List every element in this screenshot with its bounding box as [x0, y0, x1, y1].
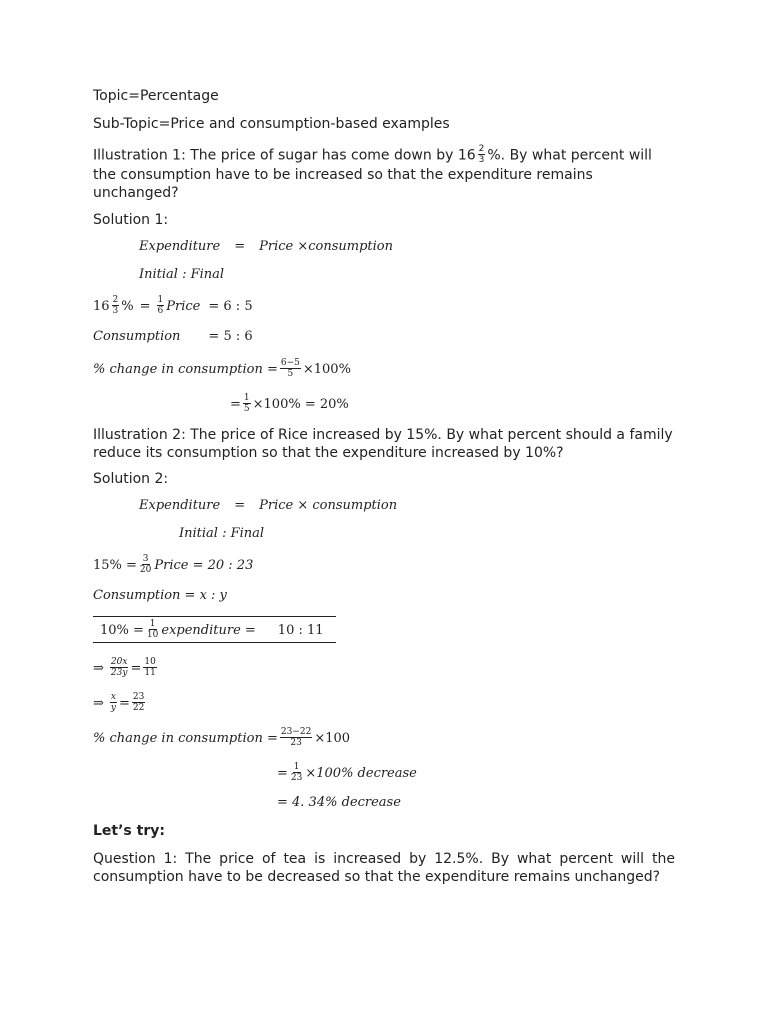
s2-result-2: = 4. 34% decrease [277, 795, 401, 810]
s2-rule-top [93, 616, 336, 617]
frac-num: 2 [112, 295, 119, 305]
illustration-1-text-after: %. By what percent will the consumption have to be increased so that the expenditure remains unchanged? [93, 147, 652, 201]
frac-num: 1 [149, 619, 156, 629]
s2-expenditure: Expenditure [139, 498, 221, 513]
s2-change-tail: ×100 [314, 731, 351, 746]
s2-consumption: Consumption = x : y [93, 588, 227, 603]
s2-exp-tail: expenditure = [161, 623, 256, 638]
frac-den: 5 [287, 369, 294, 379]
s2-eq: = [234, 498, 246, 513]
frac-num: 6−5 [280, 358, 300, 368]
s2-price-consumption: Price × consumption [259, 498, 398, 513]
s2-exp-pct: 10% = [100, 623, 144, 638]
frac-den: 23y [110, 668, 128, 678]
s2-res1-tail: ×100% decrease [305, 766, 417, 781]
frac-den: 3 [478, 155, 485, 165]
fraction [139, 554, 152, 575]
s1-result [230, 394, 349, 415]
s2-step-1-eq: = [130, 661, 142, 676]
s2-change-label: % change in consumption = [93, 731, 278, 746]
frac-den: 10 [146, 630, 159, 640]
s1-change [93, 359, 351, 380]
fraction [243, 393, 251, 414]
frac-den: y [110, 703, 116, 713]
frac-den: 6 [157, 306, 164, 316]
illustration-1 [93, 145, 675, 202]
frac-den: 22 [132, 703, 145, 713]
fraction [280, 358, 301, 379]
frac-den: 23 [290, 738, 302, 748]
s1-price-consumption: Price ×consumption [259, 239, 393, 254]
frac-num: 23 [132, 692, 145, 702]
frac-den: 5 [243, 404, 250, 414]
s1-change-tail: ×100% [302, 362, 351, 377]
s1-price-pct: % [121, 299, 134, 314]
fraction [143, 657, 156, 678]
fraction [157, 295, 165, 316]
illustration-2: Illustration 2: The price of Rice increased by 15%. By what percent should a family reduce its consumption so that the expenditure increased by 10%? [93, 427, 673, 461]
s2-expenditure-ratio [100, 620, 324, 641]
question-1: Question 1: The price of tea is increased by 12.5%. By what percent will the consumption have to be decreased so that the expenditure remains unchanged? [93, 851, 675, 885]
s1-consumption-word: Consumption [93, 329, 181, 344]
s1-price-word: Price [166, 299, 201, 314]
frac-num: 20x [110, 657, 128, 667]
s2-exp-ratio: 10 : 11 [277, 623, 324, 638]
frac-den: 3 [112, 306, 119, 316]
s1-result-tail: ×100% = 20% [252, 397, 349, 412]
implies-arrow: ⇒ [93, 661, 104, 676]
fraction [280, 727, 312, 748]
frac-num: 2 [478, 144, 485, 154]
subtopic-line: Sub-Topic=Price and consumption-based examples [93, 116, 450, 132]
frac-den: 20 [139, 565, 152, 575]
s2-price-tail: Price = 20 : 23 [154, 558, 254, 573]
topic-line: Topic=Percentage [93, 88, 219, 104]
s1-price-ratio [93, 296, 253, 317]
s2-step-2 [93, 693, 147, 714]
frac-num: 1 [157, 295, 164, 305]
frac-num: 23−22 [280, 727, 312, 737]
s1-change-label: % change in consumption = [93, 362, 278, 377]
s1-price-eq: = [139, 299, 151, 314]
s2-result-1 [277, 763, 417, 784]
fraction [290, 762, 303, 783]
frac-den: 11 [144, 668, 156, 678]
frac-num: 1 [293, 762, 300, 772]
fraction [132, 692, 145, 713]
frac-num: 3 [142, 554, 149, 564]
s1-initial-final: Initial : Final [139, 267, 225, 282]
illustration-1-text: Illustration 1: The price of sugar has come down by 16 [93, 147, 476, 164]
s2-price-pct: 15% = [93, 558, 137, 573]
frac-den: 23 [290, 773, 303, 783]
s1-eq: = [234, 239, 246, 254]
s2-step-1 [93, 658, 159, 679]
s2-step-2-eq: = [119, 696, 130, 711]
fraction [110, 692, 117, 713]
s2-price-ratio [93, 555, 253, 576]
fraction [110, 657, 129, 678]
s2-expenditure-eq [139, 497, 397, 515]
fraction [112, 295, 120, 316]
frac-num: 1 [243, 393, 250, 403]
frac-num: 10 [144, 657, 156, 667]
s1-consumption-ratio: = 5 : 6 [208, 329, 253, 344]
solution-1-label: Solution 1: [93, 212, 169, 228]
lets-try-heading: Let’s try: [93, 823, 165, 839]
s1-price-ratio-value: = 6 : 5 [208, 299, 253, 314]
fraction [146, 619, 159, 640]
solution-2-label: Solution 2: [93, 471, 169, 487]
s1-expenditure: Expenditure [139, 239, 221, 254]
s2-res1-eq: = [277, 766, 288, 781]
frac-num: x [110, 692, 116, 702]
implies-arrow: ⇒ [93, 696, 104, 711]
s1-expenditure-eq [139, 238, 393, 256]
s1-consumption [93, 328, 253, 346]
s2-change [93, 728, 350, 749]
s1-result-eq: = [230, 397, 241, 412]
s1-price-whole: 16 [93, 299, 110, 314]
fraction [478, 144, 486, 165]
s2-initial-final: Initial : Final [179, 526, 265, 541]
s2-rule-bottom [93, 642, 336, 643]
